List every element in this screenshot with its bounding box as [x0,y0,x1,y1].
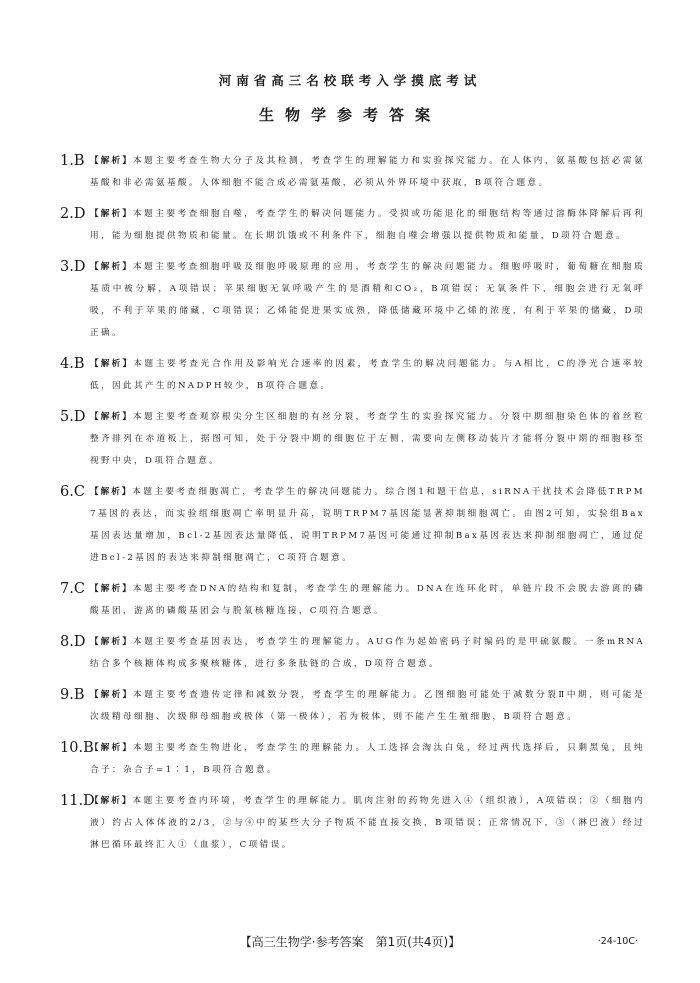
question-number: 4. [60,356,74,372]
answer-item [60,406,645,472]
explanation [90,150,645,194]
explanation-text: 本题主要考查DNA的结构和复制，考查学生的理解能力。DNA在连环化时，单链片段不会脱去游离的磷酸基团，游离的磷酸基团会与脱氧核糖连接，C项符合题意。 [90,584,645,616]
analysis-tag: 【解析】 [90,690,134,700]
page-label: 【高三生物学·参考答案 第1页(共4页)】 [239,935,461,949]
question-number: 7. [60,581,74,597]
question-number: 8. [60,634,74,650]
explanation-text: 本题主要考查生物大分子及其检测，考查学生的理解能力和实验探究能力。在人体内，氨基酸包括必需氨基酸和非必需氨基酸。人体细胞不能合成必需氨基酸，必须从外界环境中获取，B项符合题意。 [90,156,645,188]
question-number: 11. [60,793,84,809]
answer-choice: D [73,206,86,222]
analysis-tag: 【解析】 [90,359,134,369]
explanation [90,737,645,781]
question-number: 10. [60,740,84,756]
answer-choice: C [73,581,85,597]
answer-item [60,684,645,728]
answer-item [60,203,645,247]
analysis-tag: 【解析】 [90,743,133,753]
answer-item [60,150,645,194]
page-footer [0,934,700,950]
answer-choice: D [73,634,86,650]
answer-number-answer [60,150,85,172]
explanation [90,481,645,569]
answer-item [60,737,645,781]
explanation [90,353,645,397]
exam-code: ·24-10C· [597,936,638,947]
explanation-text: 本题主要考查细胞自噬，考查学生的解决问题能力。受损或功能退化的细胞结构等通过溶酶体降解后再利用，能为细胞提供物质和能量。在长期饥饿或不利条件下，细胞自噬会增强以提供物质和能量，D项符合题意。 [90,209,645,241]
analysis-tag: 【解析】 [90,637,134,647]
explanation-text: 本题主要考查观察根尖分生区细胞的有丝分裂，考查学生的实验探究能力。分裂中期细胞染色体的着丝粒整齐排列在赤道板上，据图可知，处于分裂中期的细胞位于左侧，需要向左侧移动装片才能将分裂中期的细胞移至视野中央，D项符合题意。 [90,412,645,466]
answer-number-answer [60,578,85,600]
answer-number-answer [60,203,85,225]
exam-title: 河南省高三名校联考入学摸底考试 [218,73,482,88]
answer-choice: B [73,356,85,372]
analysis-tag: 【解析】 [90,796,133,806]
analysis-tag: 【解析】 [90,156,133,166]
answer-number-answer [60,684,85,706]
answer-choice: B [73,153,85,169]
question-number: 1. [60,153,74,169]
explanation-text: 本题主要考查遗传定律和减数分裂，考查学生的理解能力。乙图细胞可能处于减数分裂Ⅱ中期，则可能是次级精母细胞、次级卵母细胞或极体（第一极体），若为极体，则不能产生生殖细胞，B项符合题意。 [90,690,645,722]
answer-choice: D [83,793,95,809]
answer-number-answer [60,353,85,375]
answer-choice: D [73,409,86,425]
explanation-text: 本题主要考查基因表达，考查学生的理解能力。AUG作为起始密码子时编码的是甲硫氨酸。一条mRNA结合多个核糖体构成多聚核糖体，进行多条肽链的合成，D项符合题意。 [90,637,645,669]
analysis-tag: 【解析】 [90,412,133,422]
question-number: 6. [60,484,74,500]
answer-choice: B [83,740,94,756]
explanation-text: 本题主要考查光合作用及影响光合速率的因素，考查学生的解决问题能力。与A相比，C的净光合速率较低，因此其产生的NADPH较少，B项符合题意。 [90,359,645,391]
answer-choice: D [73,259,86,275]
question-number: 3. [60,259,74,275]
answer-item [60,256,645,344]
answer-list [60,150,645,865]
analysis-tag: 【解析】 [90,584,133,594]
question-number: 2. [60,206,74,222]
answer-number-answer [60,481,85,503]
answer-item [60,578,645,622]
answer-choice: C [73,484,85,500]
answer-number-answer [60,790,95,812]
answer-item [60,353,645,397]
analysis-tag: 【解析】 [90,209,133,219]
explanation-text: 本题主要考查细胞凋亡，考查学生的解决问题能力。综合图1和题干信息，siRNA干扰技术会降低TRPM7基因的表达，而实验组细胞凋亡率明显升高，说明TRPM7基因能显著抑制细胞凋亡。由图2可知，实验组Bax基因表达量增加，Bcl-2基因表达量降低，说明TRPM7基因可能通过抑制Bax基因表达来抑制细胞凋亡，通过促进Bcl-2基因的表达来抑制细胞凋亡，C项符合题意。 [90,487,645,563]
answer-number-answer [60,406,85,428]
explanation [90,203,645,247]
explanation [90,256,645,344]
explanation [90,406,645,472]
answer-item [60,631,645,675]
answer-number-answer [60,631,85,653]
analysis-tag: 【解析】 [90,487,133,497]
question-number: 5. [60,409,74,425]
explanation [90,578,645,622]
question-number: 9. [60,687,74,703]
explanation [90,790,645,856]
analysis-tag: 【解析】 [90,262,133,272]
explanation [90,631,645,675]
explanation-text: 本题主要考查细胞呼吸及细胞呼吸原理的应用，考查学生的解决问题能力。细胞呼吸时，葡萄糖在细胞质基质中被分解，A项错误；苹果细胞无氧呼吸产生的是酒精和CO₂，B项错误；无氧条件下，细胞会进行无氧呼吸，不利于苹果的储藏，C项错误；乙烯能促进果实成熟，降低储藏环境中乙烯的浓度，有利于苹果的储藏，D项正确。 [90,262,645,338]
answer-number-answer [60,256,85,278]
subject-title: 生物学参考答案 [258,106,441,124]
explanation-text: 本题主要考查内环境，考查学生的理解能力。肌肉注射的药物先进入④（组织液），A项错误；②（细胞内液）约占人体体液的2/3，②与④中的某些大分子物质不能直接交换，B项错误；正常情况下，③（淋巴液）经过淋巴循环最终汇入①（血浆），C项错误。 [90,796,645,850]
explanation-text: 本题主要考查生物进化，考查学生的理解能力。人工选择会淘汰白兔，经过两代选择后，只剩黑兔，且纯合子：杂合子=1∶1，B项符合题意。 [90,743,645,775]
answer-item [60,481,645,569]
answer-item [60,790,645,856]
answer-number-answer [60,737,94,759]
answer-choice: B [73,687,85,703]
explanation [90,684,645,728]
